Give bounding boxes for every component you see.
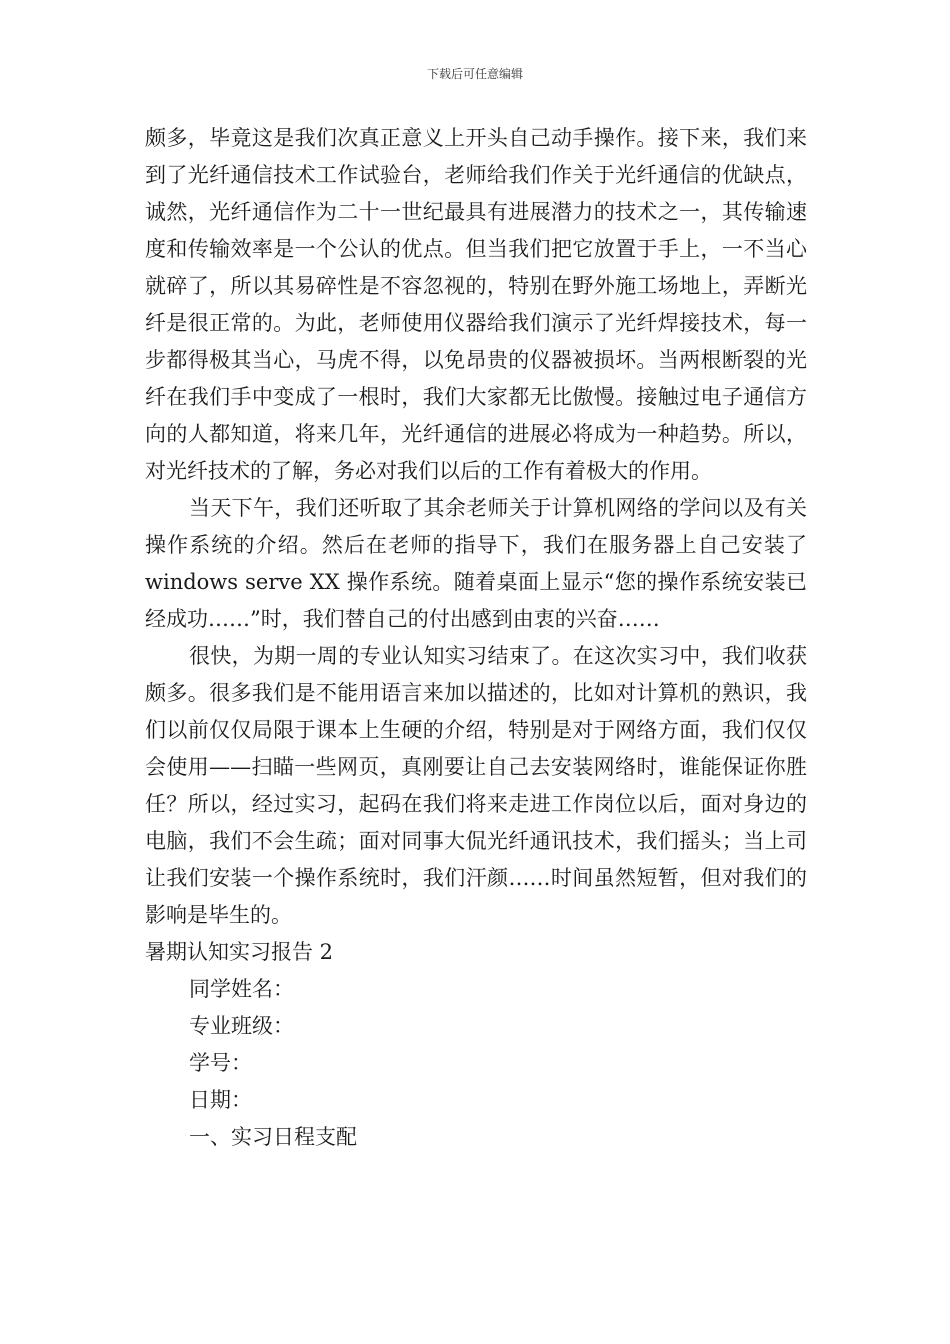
student-id-label: 学号：	[189, 1051, 252, 1075]
page-header: 下载后可任意编辑	[426, 67, 523, 81]
report-title: 暑期认知实习报告 2	[145, 940, 334, 964]
section-heading: 一、实习日程支配	[189, 1125, 357, 1149]
date-label: 日期：	[189, 1088, 252, 1112]
major-class-label: 专业班级：	[189, 1014, 294, 1038]
paragraph-conclusion: 很快，为期一周的专业认知实习结束了。在这次实习中，我们收获颇多。很多我们是不能用语言来加以描述的，比如对计算机的熟识，我们以前仅仅局限于课本上生硬的介绍，特别是对于网络方面，我们仅仅会使用——扫瞄一些网页，真刚要让自己去安装网络时，谁能保证你胜任？所以，经过实习，起码在我们将来走进工作岗位以后，面对身边的电脑，我们不会生疏；面对同事大侃光纤通讯技术，我们摇头；当上司让我们安装一个操作系统时，我们汗颜……时间虽然短暂，但对我们的影响是毕生的。	[145, 644, 807, 927]
document-body	[145, 120, 807, 1156]
student-name-label: 同学姓名：	[189, 977, 294, 1001]
paragraph-afternoon: 当天下午，我们还听取了其余老师关于计算机网络的学问以及有关操作系统的介绍。然后在老师的指导下，我们在服务器上自己安装了 windows serve XX 操作系统。随着桌面上显示“您的操作系统安装已经成功……”时，我们替自己的付出感到由衷的兴奋……	[145, 496, 807, 631]
paragraph-continued: 颇多，毕竟这是我们次真正意义上开头自己动手操作。接下来，我们来到了光纤通信技术工作试验台，老师给我们作关于光纤通信的优缺点，诚然，光纤通信作为二十一世纪最具有进展潜力的技术之一，其传输速度和传输效率是一个公认的优点。但当我们把它放置于手上，一不当心就碎了，所以其易碎性是不容忽视的，特别在野外施工场地上，弄断光纤是很正常的。为此，老师使用仪器给我们演示了光纤焊接技术，每一步都得极其当心，马虎不得，以免昂贵的仪器被损坏。当两根断裂的光纤在我们手中变成了一根时，我们大家都无比傲慢。接触过电子通信方向的人都知道，将来几年，光纤通信的进展必将成为一种趋势。所以，对光纤技术的了解，务必对我们以后的工作有着极大的作用。	[145, 126, 807, 483]
